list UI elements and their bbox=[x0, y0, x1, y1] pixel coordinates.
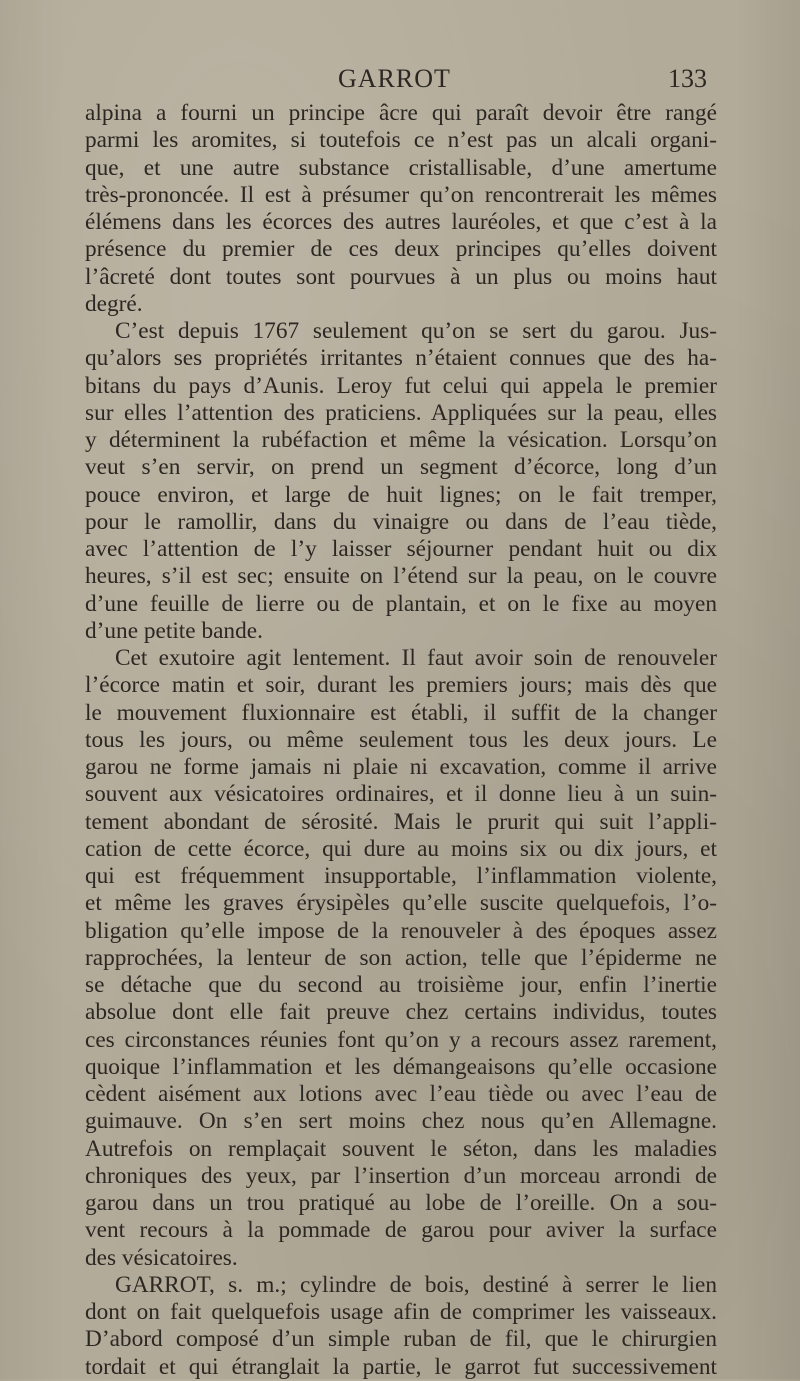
paragraph-4 bbox=[85, 1272, 717, 1381]
text-line: se détache que du second au troisième jour, enfin l’inertie bbox=[85, 972, 717, 998]
body-text bbox=[85, 100, 717, 1381]
paragraph-3 bbox=[85, 645, 717, 1272]
text-line: dont on fait quelquefois usage afin de comprimer les vaisseaux. bbox=[85, 1299, 717, 1325]
page-number: 133 bbox=[668, 64, 707, 93]
text-line: tordait et qui étranglait la partie, le garrot fut successivement bbox=[85, 1353, 717, 1380]
text-line: d’une petite bande. bbox=[85, 617, 263, 644]
text-line: tement abondant de sérosité. Mais le prurit qui suit l’appli- bbox=[85, 808, 717, 835]
text-line: présence du premier de ces deux principes qu’elles doivent bbox=[85, 236, 717, 263]
text-line: parmi les aromites, si toutefois ce n’est pas un alcali organi- bbox=[85, 127, 717, 154]
text-line: qui est fréquemment insupportable, l’inflammation violente, bbox=[85, 863, 717, 889]
text-line: souvent aux vésicatoires ordinaires, et il donne lieu à un suin- bbox=[85, 781, 717, 808]
running-head bbox=[85, 62, 717, 100]
text-line: GARROT, s. m.; cylindre de bois, destiné à serrer le lien bbox=[115, 1271, 717, 1298]
text-line: C’est depuis 1767 seulement qu’on se sert du garou. Jus- bbox=[115, 318, 717, 344]
text-line: Autrefois on remplaçait souvent le séton, dans les maladies bbox=[85, 1135, 717, 1162]
text-line: ces circonstances réunies font qu’on y a recours assez rarement, bbox=[85, 1026, 717, 1053]
text-line: Cet exutoire agit lentement. Il faut avoir soin de renouveler bbox=[115, 645, 717, 671]
text-line: rapprochées, la lenteur de son action, telle que l’épiderme ne bbox=[85, 944, 717, 971]
text-line: heures, s’il est sec; ensuite on l’étend sur la peau, on le couvre bbox=[85, 563, 717, 590]
text-line: élémens dans les écorces des autres lauréoles, et que c’est à la bbox=[85, 209, 717, 235]
text-line: alpina a fourni un principe âcre qui paraît devoir être rangé bbox=[85, 100, 717, 126]
text-line: y déterminent la rubéfaction et même la vésication. Lorsqu’on bbox=[85, 427, 717, 453]
text-line: d’une feuille de lierre ou de plantain, et on le fixe au moyen bbox=[85, 590, 717, 617]
text-line: qu’alors ses propriétés irritantes n’étaient connues que des ha- bbox=[85, 345, 717, 372]
text-line: l’écorce matin et soir, durant les premiers jours; mais dès que bbox=[85, 672, 717, 699]
running-title: GARROT bbox=[338, 64, 451, 93]
text-line: garou ne forme jamais ni plaie ni excavation, comme il arrive bbox=[85, 754, 717, 780]
text-line: guimauve. On s’en sert moins chez nous qu’en Allemagne. bbox=[85, 1108, 717, 1135]
text-line: cèdent aisément aux lotions avec l’eau tiède ou avec l’eau de bbox=[85, 1081, 717, 1107]
text-line: très-prononcée. Il est à présumer qu’on rencontrerait les mêmes bbox=[85, 181, 717, 208]
paragraph-2 bbox=[85, 318, 717, 645]
text-line: et même les graves érysipèles qu’elle suscite quelquefois, l’o- bbox=[85, 890, 717, 917]
text-line: le mouvement fluxionnaire est établi, il suffit de la changer bbox=[85, 699, 717, 726]
text-line: D’abord composé d’un simple ruban de fil, que le chirurgien bbox=[85, 1326, 717, 1353]
text-line: l’âcreté dont toutes sont pourvues à un plus ou moins haut bbox=[85, 263, 717, 290]
text-line: que, et une autre substance cristallisable, d’une amertume bbox=[85, 154, 717, 181]
text-line: bitans du pays d’Aunis. Leroy fut celui qui appela le premier bbox=[85, 372, 717, 399]
text-line: quoique l’inflammation et les démangeaisons qu’elle occasione bbox=[85, 1053, 717, 1080]
text-line: bligation qu’elle impose de la renouveler à des époques assez bbox=[85, 917, 717, 944]
text-line: avec l’attention de l’y laisser séjourner pendant huit ou dix bbox=[85, 536, 717, 562]
text-line: pour le ramollir, dans du vinaigre ou dans de l’eau tiède, bbox=[85, 508, 717, 535]
book-page bbox=[85, 62, 717, 1381]
text-line: pouce environ, et large de huit lignes; on le fait tremper, bbox=[85, 481, 717, 508]
text-line: des vésicatoires. bbox=[85, 1244, 238, 1271]
text-line: veut s’en servir, on prend un segment d’écorce, long d’un bbox=[85, 454, 717, 481]
paragraph-1 bbox=[85, 100, 717, 318]
text-line: cation de cette écorce, qui dure au moins six ou dix jours, et bbox=[85, 835, 717, 862]
text-line: vent recours à la pommade de garou pour aviver la surface bbox=[85, 1217, 717, 1244]
text-line: degré. bbox=[85, 290, 143, 317]
text-line: absolue dont elle fait preuve chez certains individus, toutes bbox=[85, 999, 717, 1026]
text-line: tous les jours, ou même seulement tous les deux jours. Le bbox=[85, 726, 717, 753]
text-line: sur elles l’attention des praticiens. Appliquées sur la peau, elles bbox=[85, 399, 717, 426]
text-line: chroniques des yeux, par l’insertion d’un morceau arrondi de bbox=[85, 1162, 717, 1189]
text-line: garou dans un trou pratiqué au lobe de l’oreille. On a sou- bbox=[85, 1190, 717, 1216]
